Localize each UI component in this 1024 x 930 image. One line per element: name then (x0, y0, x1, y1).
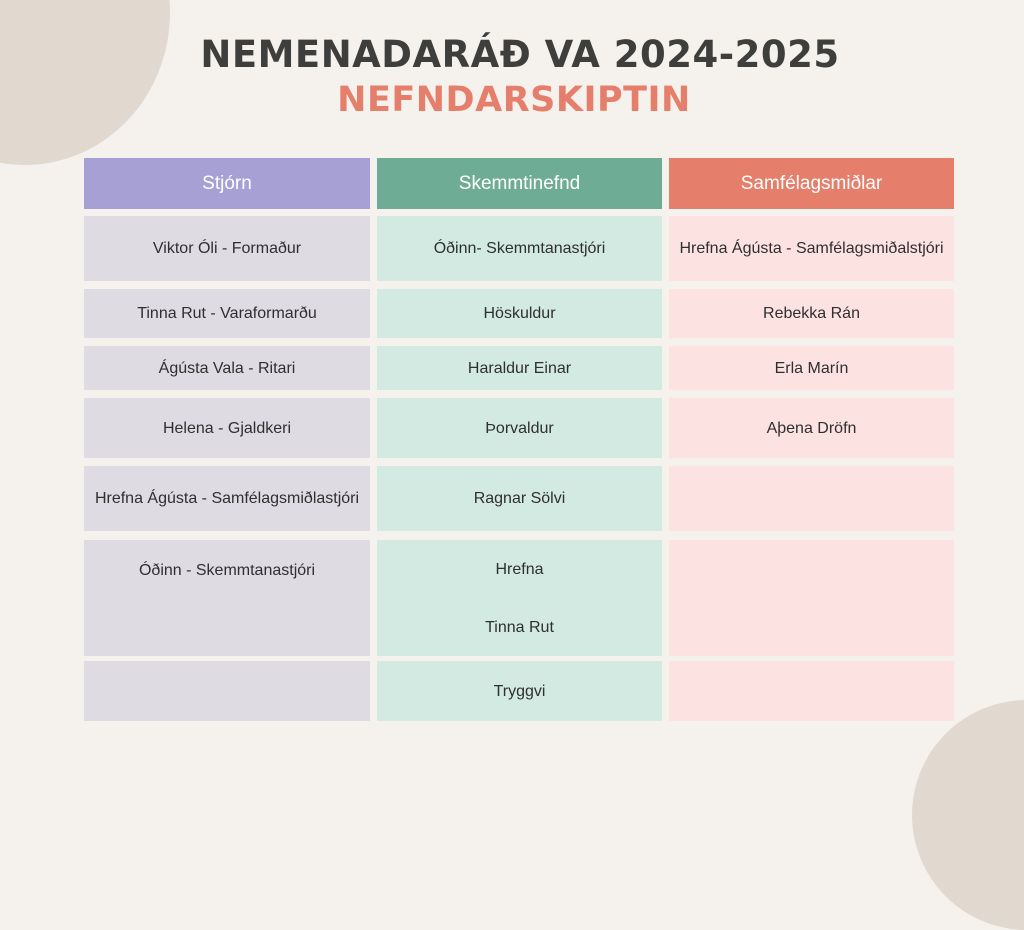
samfelagsmidlar-cell-5 (669, 466, 954, 531)
samfelagsmidlar-cell-3: Erla Marín (669, 346, 954, 390)
skemmtinefnd-cell-1: Óðinn- Skemmtanastjóri (377, 216, 662, 281)
stjorn-cell-3: Ágústa Vala - Ritari (84, 346, 370, 390)
page-title: NEMENADARÁÐ VA 2024-2025 (200, 33, 840, 76)
samfelagsmidlar-cell-2: Rebekka Rán (669, 289, 954, 338)
skemmtinefnd-cell-8: Tryggvi (377, 661, 662, 721)
column-header-samfelagsmidlar: Samfélagsmiðlar (669, 158, 954, 209)
page-subtitle: NEFNDARSKIPTIN (337, 80, 691, 120)
decorative-circle-bottom-right (912, 700, 1024, 930)
stjorn-cell-6: Óðinn - Skemmtanastjóri (84, 540, 370, 656)
samfelagsmidlar-cell-1: Hrefna Ágústa - Samfélagsmiðalstjóri (669, 216, 954, 281)
stjorn-cell-7 (84, 661, 370, 721)
skemmtinefnd-cell-6: Hrefna (377, 540, 662, 598)
skemmtinefnd-cell-2: Höskuldur (377, 289, 662, 338)
stjorn-cell-4: Helena - Gjaldkeri (84, 398, 370, 458)
samfelagsmidlar-cell-6 (669, 540, 954, 656)
skemmtinefnd-cell-4: Þorvaldur (377, 398, 662, 458)
samfelagsmidlar-cell-7 (669, 661, 954, 721)
skemmtinefnd-cell-3: Haraldur Einar (377, 346, 662, 390)
column-header-stjorn: Stjórn (84, 158, 370, 209)
stjorn-cell-2: Tinna Rut - Varaformarðu (84, 289, 370, 338)
skemmtinefnd-cell-5: Ragnar Sölvi (377, 466, 662, 531)
stjorn-cell-5: Hrefna Ágústa - Samfélagsmiðlastjóri (84, 466, 370, 531)
skemmtinefnd-cell-7: Tinna Rut (377, 598, 662, 656)
stjorn-cell-1: Viktor Óli - Formaður (84, 216, 370, 281)
samfelagsmidlar-cell-4: Aþena Dröfn (669, 398, 954, 458)
column-header-skemmtinefnd: Skemmtinefnd (377, 158, 662, 209)
